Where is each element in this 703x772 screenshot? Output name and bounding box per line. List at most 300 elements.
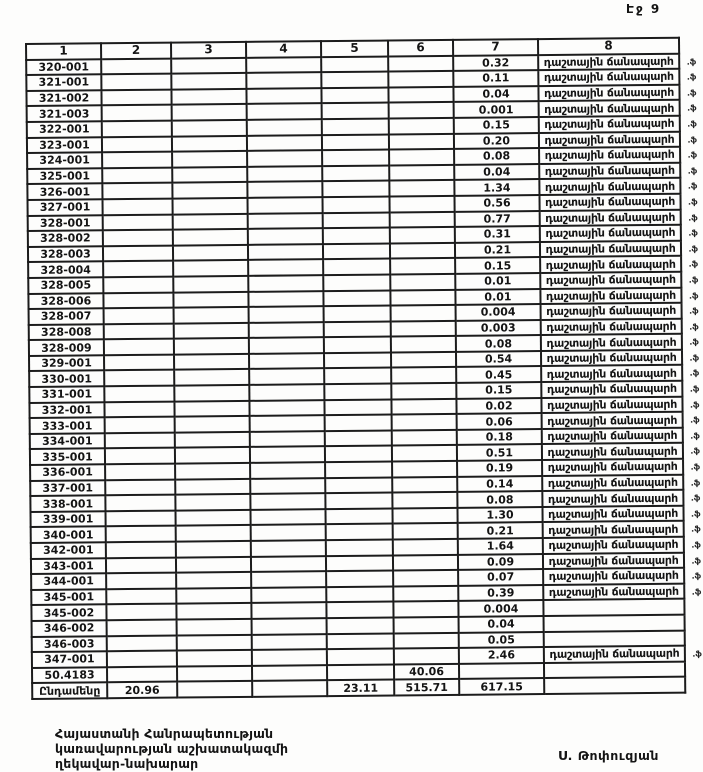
margin-mark: .ֆ	[692, 649, 702, 659]
cell-col-6	[390, 289, 455, 305]
margin-mark: .ֆ	[688, 259, 699, 269]
cell-col-3	[173, 260, 248, 276]
cell-col-3	[173, 291, 248, 307]
cell-col-3	[174, 401, 249, 417]
cell-col-8	[541, 350, 700, 367]
cell-col-7: 1.34	[454, 179, 539, 195]
cell-parcel-code: 321-003	[27, 106, 102, 122]
cell-col-7: 1.30	[457, 507, 542, 523]
cell-col-7: 0.04	[459, 616, 544, 632]
cell-col-2	[105, 510, 175, 526]
cell-col-7: 0.54	[456, 351, 541, 367]
land-use-label: դաշտային ճանապարհ	[548, 506, 679, 522]
cell-col-3	[175, 416, 250, 432]
land-use-label: դաշտային ճանապարհ	[546, 350, 677, 366]
cell-col-3	[176, 588, 251, 604]
cell-parcel-code: Ընդամենը	[32, 683, 107, 699]
cell-col-4	[250, 509, 325, 525]
cell-col-4	[252, 649, 327, 665]
cell-col-7: 0.15	[456, 382, 541, 398]
land-use-label: դաշտային ճանապարհ	[544, 132, 675, 147]
cell-parcel-code: 347-001	[32, 651, 107, 667]
cell-col-5	[326, 586, 393, 602]
cell-col-7: 0.08	[454, 148, 539, 164]
cell-col-5	[324, 306, 391, 322]
cell-col-7: 0.18	[457, 429, 542, 445]
margin-mark: .ֆ	[686, 88, 697, 98]
land-use-label: դաշտային ճանապարհ	[545, 195, 676, 210]
cell-col-8	[539, 116, 697, 133]
cell-col-2	[107, 620, 177, 636]
margin-mark: .ֆ	[691, 587, 702, 597]
margin-mark: .ֆ	[690, 431, 700, 441]
land-use-label: դաշտային ճանապարհ	[547, 460, 678, 475]
cell-col-8	[540, 209, 698, 226]
cell-col-3	[172, 135, 247, 151]
cell-col-6	[393, 570, 458, 586]
cell-col-4	[251, 556, 326, 572]
cell-col-2: 20.96	[107, 682, 177, 698]
cell-parcel-code: 321-002	[26, 90, 101, 106]
cell-col-2	[105, 479, 175, 495]
cell-col-4	[251, 540, 326, 556]
cell-col-3	[177, 681, 252, 697]
signature-name: Ս. Թոփուզյան	[558, 748, 659, 763]
cell-col-8	[544, 661, 685, 678]
cell-col-6	[389, 118, 454, 134]
cell-col-3	[172, 182, 247, 198]
cell-parcel-code: 324-001	[27, 152, 102, 168]
cell-col-5	[324, 321, 391, 337]
cell-col-5	[321, 56, 388, 72]
margin-mark: .ֆ	[687, 166, 698, 176]
margin-mark: .ֆ	[690, 415, 700, 425]
cell-col-8	[542, 443, 700, 460]
cell-col-6	[389, 180, 454, 196]
cell-col-8	[541, 334, 699, 351]
cell-col-7: 0.09	[458, 554, 543, 570]
cell-col-5	[322, 118, 389, 134]
cell-col-3	[172, 104, 247, 120]
cell-col-7: 0.14	[457, 476, 542, 492]
cell-col-8	[543, 583, 702, 600]
cell-col-4	[249, 369, 324, 385]
land-use-label: դաշտային ճանապարհ	[546, 319, 677, 334]
cell-col-7: 1.64	[458, 538, 543, 554]
cell-col-6	[393, 601, 458, 617]
cell-col-3	[174, 323, 249, 339]
land-use-label: դաշտային ճանապարհ	[543, 54, 674, 69]
cell-parcel-code: 320-001	[26, 59, 101, 75]
cell-parcel-code: 328-005	[28, 277, 103, 293]
land-use-label: դաշտային ճանապարհ	[547, 413, 678, 428]
cell-col-5	[325, 430, 392, 446]
cell-col-4	[248, 259, 323, 275]
margin-mark: .ֆ	[687, 197, 698, 207]
cell-col-7: 0.20	[454, 133, 539, 149]
cell-col-5	[324, 352, 391, 368]
cell-col-6	[390, 227, 455, 243]
cell-col-4	[250, 431, 325, 447]
cell-col-2	[105, 464, 175, 480]
cell-col-7: 0.39	[458, 585, 543, 601]
margin-mark: .ֆ	[690, 462, 701, 472]
cell-col-5	[326, 539, 393, 555]
column-header: 4	[246, 41, 321, 57]
cell-col-5	[325, 477, 392, 493]
cell-col-4	[247, 197, 322, 213]
cell-col-5	[324, 368, 391, 384]
cell-col-5	[322, 103, 389, 119]
cell-col-6	[390, 211, 455, 227]
cell-col-4	[249, 306, 324, 322]
cell-parcel-code: 329-001	[29, 355, 104, 371]
cell-col-8	[540, 225, 698, 242]
land-use-label: դաշտային ճանապարհ	[545, 288, 676, 303]
cell-parcel-code: 338-001	[30, 495, 105, 511]
footer-line-2: կառավարության աշխատակազմի	[55, 741, 289, 756]
cell-col-5	[321, 72, 388, 88]
cell-col-6	[394, 648, 459, 664]
margin-mark: .ֆ	[687, 119, 697, 129]
cell-col-5	[326, 555, 393, 571]
cell-col-4	[249, 353, 324, 369]
column-header: 1	[26, 43, 101, 59]
cell-col-2	[104, 339, 174, 355]
cell-col-3	[174, 338, 249, 354]
column-header: 5	[321, 41, 388, 57]
cell-col-8	[543, 568, 702, 585]
cell-col-5	[323, 243, 390, 259]
margin-mark: .ֆ	[689, 400, 700, 410]
cell-col-7: 0.21	[458, 522, 543, 538]
column-header: 7	[453, 39, 538, 55]
cell-col-8	[540, 287, 699, 304]
cell-col-6	[389, 196, 454, 212]
footer-line-1: Հայաստանի Հանրապետության	[55, 726, 274, 741]
margin-mark: .ֆ	[688, 213, 698, 223]
cell-col-7	[459, 663, 544, 679]
cell-col-6	[388, 71, 453, 87]
cell-col-5	[321, 87, 388, 103]
cell-col-3	[176, 603, 251, 619]
cell-col-7: 0.004	[458, 600, 543, 616]
cell-col-5	[327, 617, 394, 633]
cell-col-2	[101, 74, 171, 90]
cell-col-3	[172, 151, 247, 167]
cell-col-4	[246, 88, 321, 104]
cell-col-2	[102, 136, 172, 152]
cell-col-8	[541, 396, 700, 413]
margin-mark: .ֆ	[688, 228, 698, 238]
cell-col-7: 0.01	[455, 289, 540, 305]
cell-col-3	[175, 510, 250, 526]
cell-parcel-code: 344-001	[31, 573, 106, 589]
cell-col-3	[172, 198, 247, 214]
cell-col-6	[392, 492, 457, 508]
cell-col-6	[388, 87, 453, 103]
cell-parcel-code: 342-001	[31, 542, 106, 558]
margin-mark: .ֆ	[689, 322, 699, 332]
cell-col-7: 0.31	[455, 226, 540, 242]
cell-parcel-code: 345-001	[31, 589, 106, 605]
cell-parcel-code: 326-001	[27, 184, 102, 200]
cell-col-8	[544, 630, 685, 647]
cell-col-3	[171, 73, 246, 89]
cell-col-2	[104, 386, 174, 402]
land-use-label: դաշտային ճանապարհ	[545, 226, 676, 241]
land-use-label: դաշտային ճանապարհ	[545, 272, 676, 288]
cell-col-8	[539, 131, 698, 148]
cell-col-4	[248, 291, 323, 307]
cell-col-2	[103, 245, 173, 261]
cell-col-6	[390, 243, 455, 259]
land-use-label: դաշտային ճանապարհ	[544, 117, 675, 132]
cell-col-2	[105, 417, 175, 433]
cell-col-6	[393, 523, 458, 539]
cell-col-4	[248, 213, 323, 229]
cell-parcel-code: 328-008	[29, 324, 104, 340]
cell-col-3	[175, 432, 250, 448]
cell-col-7: 0.001	[454, 101, 539, 117]
table-body	[26, 53, 702, 699]
footer-line-3: ղեկավար-նախարար	[55, 756, 199, 771]
margin-mark: .ֆ	[690, 493, 701, 503]
cell-col-6	[394, 617, 459, 633]
cell-col-6	[389, 133, 454, 149]
cell-col-8	[544, 677, 685, 694]
cell-col-4	[252, 634, 327, 650]
land-use-label: դաշտային ճանապարհ	[544, 101, 675, 116]
cell-col-8	[542, 428, 700, 445]
cell-col-3	[176, 541, 251, 557]
cell-col-3	[174, 369, 249, 385]
cell-col-5	[325, 508, 392, 524]
cell-col-3	[175, 447, 250, 463]
cell-col-7: 0.08	[456, 335, 541, 351]
cell-col-2	[106, 557, 176, 573]
margin-mark: .ֆ	[688, 244, 699, 254]
land-use-label: դաշտային ճանապարհ	[547, 397, 677, 412]
margin-mark: .ֆ	[690, 509, 701, 519]
cell-col-8	[543, 537, 701, 554]
cell-col-2	[103, 292, 173, 308]
land-use-label: դաշտային ճանապարհ	[546, 335, 677, 350]
cell-parcel-code: 328-001	[28, 215, 103, 231]
cell-col-5	[322, 196, 389, 212]
cell-col-4	[248, 228, 323, 244]
page-number: Էջ 9	[626, 2, 662, 16]
cell-col-8	[539, 194, 698, 211]
cell-col-8	[544, 615, 685, 632]
margin-mark: .ֆ	[687, 181, 698, 191]
cell-col-3	[171, 89, 246, 105]
cell-col-3	[173, 213, 248, 229]
cell-col-8	[538, 69, 697, 86]
cell-col-4	[247, 166, 322, 182]
cell-col-6	[391, 336, 456, 352]
cell-col-7: 0.02	[456, 398, 541, 414]
cell-col-8	[541, 303, 699, 320]
cell-col-6: 40.06	[394, 664, 459, 680]
column-header: 3	[171, 42, 246, 58]
land-use-label: դաշտային ճանապարհ	[544, 179, 675, 194]
cell-col-3	[173, 276, 248, 292]
cell-col-5	[324, 337, 391, 353]
cell-parcel-code: 321-001	[26, 74, 101, 90]
cell-parcel-code: 339-001	[31, 511, 106, 527]
cell-col-8	[541, 381, 700, 398]
cell-col-3	[175, 463, 250, 479]
cell-col-8	[542, 412, 700, 429]
margin-mark: .ֆ	[688, 291, 699, 301]
cell-col-7: 0.77	[455, 211, 540, 227]
cell-parcel-code: 335-001	[30, 449, 105, 465]
cell-parcel-code: 331-001	[29, 386, 104, 402]
cell-col-7: 617.15	[459, 678, 544, 694]
cell-parcel-code: 328-002	[28, 230, 103, 246]
cell-col-3	[175, 478, 250, 494]
cell-col-6: 515.71	[394, 679, 459, 695]
cell-col-6	[391, 399, 456, 415]
cell-col-3	[172, 167, 247, 183]
cell-col-5	[322, 181, 389, 197]
cell-col-8	[543, 521, 701, 538]
margin-mark: .ֆ	[689, 306, 699, 316]
cell-col-3	[177, 634, 252, 650]
cell-col-2	[103, 199, 173, 215]
cell-col-5	[327, 664, 394, 680]
margin-mark: .ֆ	[691, 556, 702, 566]
cell-col-6	[393, 586, 458, 602]
cell-col-2	[102, 183, 172, 199]
cell-col-7: 0.19	[457, 460, 542, 476]
cell-col-8	[543, 552, 702, 569]
land-use-label: դաշտային ճանապարհ	[545, 210, 676, 225]
cell-col-2	[101, 89, 171, 105]
margin-mark: .ֆ	[687, 103, 697, 114]
cell-col-2	[104, 323, 174, 339]
cell-col-5	[323, 274, 390, 290]
cell-col-2	[106, 526, 176, 542]
cell-col-8	[539, 100, 697, 117]
cell-col-3	[177, 619, 252, 635]
cell-col-5	[327, 633, 394, 649]
land-use-label: դաշտային ճանապարհ	[547, 491, 678, 506]
cell-col-7: 0.15	[454, 117, 539, 133]
cell-col-6	[392, 445, 457, 461]
cell-col-6	[392, 461, 457, 477]
cell-col-3	[174, 307, 249, 323]
cell-col-4	[251, 525, 326, 541]
cell-col-6	[391, 383, 456, 399]
cell-col-6	[392, 430, 457, 446]
cell-col-7: 0.15	[455, 257, 540, 273]
cell-col-4	[252, 665, 327, 681]
margin-mark: .ֆ	[690, 478, 701, 488]
cell-col-2	[102, 152, 172, 168]
land-use-label: դաշտային ճանապարհ	[549, 647, 680, 662]
cell-col-5	[325, 415, 392, 431]
cell-col-7: 0.05	[459, 632, 544, 648]
margin-mark: .ֆ	[687, 135, 698, 145]
cell-col-6	[393, 539, 458, 555]
cell-col-8	[542, 474, 701, 491]
cell-col-2	[107, 666, 177, 682]
cell-col-4	[250, 478, 325, 494]
cell-col-2	[106, 542, 176, 558]
cell-col-8	[538, 85, 697, 102]
cell-col-2	[103, 230, 173, 246]
cell-col-7: 0.04	[454, 164, 539, 180]
cell-parcel-code: 327-001	[28, 199, 103, 215]
cell-col-2	[105, 448, 175, 464]
margin-mark: .ֆ	[687, 150, 698, 160]
cell-col-4	[249, 337, 324, 353]
cell-col-8	[538, 53, 697, 70]
cell-col-4	[248, 244, 323, 260]
land-use-label: դաշտային ճանապարհ	[544, 85, 675, 101]
cell-col-4	[249, 322, 324, 338]
land-use-label: դաշտային ճանապարհ	[548, 553, 679, 568]
cell-parcel-code: 332-001	[29, 402, 104, 418]
cell-col-2	[104, 354, 174, 370]
margin-mark: .ֆ	[689, 369, 700, 379]
cell-col-8	[540, 256, 699, 273]
cell-col-5	[323, 259, 390, 275]
cell-col-6	[390, 258, 455, 274]
margin-mark: .ֆ	[690, 446, 700, 457]
land-use-label: դաշտային ճանապարհ	[545, 257, 676, 272]
cell-col-5	[323, 228, 390, 244]
cell-col-8	[539, 178, 698, 195]
land-use-label: դաշտային ճանապարհ	[543, 70, 674, 85]
cell-col-5: 23.11	[327, 680, 394, 696]
cell-col-4	[247, 135, 322, 151]
cell-col-5	[325, 493, 392, 509]
margin-mark: .ֆ	[691, 524, 701, 535]
cell-col-4	[251, 571, 326, 587]
cell-col-8	[541, 365, 700, 382]
cell-col-4	[247, 181, 322, 197]
cell-col-4	[250, 415, 325, 431]
land-use-label: դաշտային ճանապարհ	[546, 366, 677, 381]
cell-col-8	[542, 490, 701, 507]
cell-col-8	[539, 147, 698, 164]
cell-parcel-code: 328-009	[29, 340, 104, 356]
margin-mark: .ֆ	[691, 540, 701, 550]
cell-col-2	[103, 261, 173, 277]
cell-col-5	[326, 602, 393, 618]
margin-mark: .ֆ	[691, 571, 702, 581]
cell-parcel-code: 325-001	[27, 168, 102, 184]
cell-col-4	[249, 400, 324, 416]
cell-col-8	[543, 599, 684, 616]
cell-col-2	[104, 370, 174, 386]
cell-col-2	[103, 276, 173, 292]
cell-col-6	[394, 632, 459, 648]
cell-col-2	[107, 635, 177, 651]
cell-col-6	[391, 321, 456, 337]
cell-col-4	[250, 462, 325, 478]
cell-col-3	[174, 354, 249, 370]
cell-col-2	[104, 401, 174, 417]
cell-parcel-code: 328-006	[28, 293, 103, 309]
land-use-label: դաշտային ճանապարհ	[548, 584, 679, 600]
cell-col-5	[323, 290, 390, 306]
cell-parcel-code: 343-001	[31, 558, 106, 574]
cell-col-7: 0.11	[453, 70, 538, 86]
